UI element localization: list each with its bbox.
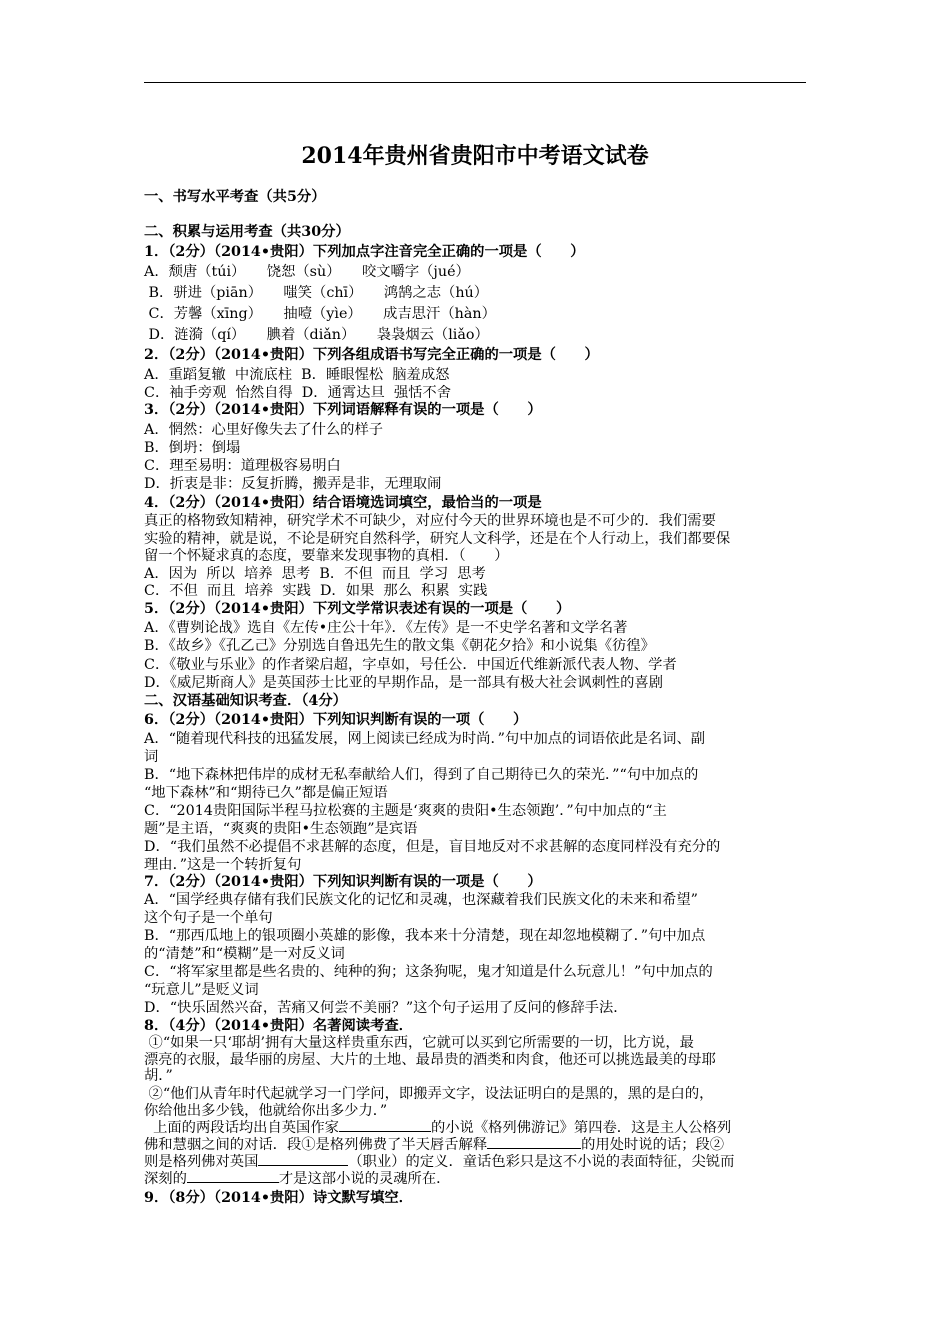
q4-passage-line: 实验的精神，就是说，不论是研究自然科学，研究人文科学，还是在个人行动上，我们都要保 (144, 531, 731, 547)
q7-option-d: D．“快乐固然兴奋，苦痛又何尝不美丽？”这个句子运用了反问的修辞手法． (144, 1000, 628, 1016)
q8-quote-line: ②“他们从青年时代起就学习一门学问，即搬弄文字，设法证明白的是黑的，黑的是白的， (144, 1086, 714, 1102)
profession-blank[interactable] (258, 1152, 348, 1166)
header-rule (144, 82, 806, 83)
q8-text: 的小说《格列佛游记》第四卷．这是主人公格列 (430, 1120, 732, 1136)
q8-quote-line: 胡．” (144, 1068, 173, 1084)
section-writing-heading: 一、书写水平考查（共5分） (144, 189, 326, 205)
q9-stem: 9．（8分）（2014•贵阳）诗文默写填空． (144, 1190, 413, 1206)
q7-option-c: C．“将军家里都是些名贵的、纯种的狗；这条狗呢，鬼才知道是什么玩意儿！”句中加点的 (144, 964, 713, 980)
q8-quote-line: 你给他出多少钱，他就给你出多少力．” (144, 1103, 388, 1119)
q7-option-a-cont: 这个句子是一个单句 (144, 910, 273, 926)
q8-text: 深刻的 (144, 1171, 187, 1187)
q6-stem: 6．（2分）（2014•贵阳）下列知识判断有误的一项（ ） (144, 712, 528, 728)
section-chinese-basics-heading: 二、汉语基础知识考查．（4分） (144, 693, 347, 709)
q6-option-b-cont: “地下森林”和“期待已久”都是偏正短语 (144, 785, 388, 801)
q6-option-a-cont: 词 (144, 749, 159, 765)
q4-stem: 4．（2分）（2014•贵阳）结合语境选词填空，最恰当的一项是 (144, 495, 542, 511)
q8-text: （职业）的定义．童话色彩只是这不小说的表面特征，尖锐而 (348, 1154, 735, 1170)
q8-quote-line: 漂亮的衣服，最华丽的房屋、大片的土地、最昂贵的酒类和肉食，他还可以挑选最美的母耶 (144, 1052, 716, 1068)
q4-options-ab: A．因为 所以 培养 思考 B．不但 而且 学习 思考 (144, 566, 486, 582)
q7-option-b-cont: 的“清楚”和“模糊”是一对反义词 (144, 946, 345, 962)
q2-options-ab: A．重蹈复辙 中流底柱 B．睡眼惺松 脑羞成怒 (144, 367, 450, 383)
q3-option-a: A．惘然：心里好像失去了什么的样子 (144, 422, 384, 438)
q1-option-b: B．骈进（piān） 嗤笑（chī） 鸿鹄之志（hú） (144, 285, 489, 301)
q1-option-d: D．涟漪（qí） 腆着（diǎn） 袅袅烟云（liǎo） (144, 327, 489, 343)
q3-option-c: C．理至易明：道理极容易明白 (144, 458, 341, 474)
q6-option-b: B．“地下森林把伟岸的成材无私奉献给人们，得到了自己期待已久的荣光．”“句中加点的 (144, 767, 699, 783)
q6-option-d-cont: 理由．”这是一个转折复句 (144, 857, 302, 873)
q4-passage-line: 留一个怀疑求真的态度，要靠来发现事物的真相．（ ） (144, 548, 509, 564)
author-blank[interactable] (339, 1118, 431, 1132)
soul-blank[interactable] (187, 1169, 279, 1183)
q5-stem: 5．（2分）（2014•贵阳）下列文学常识表述有误的一项是（ ） (144, 601, 571, 617)
q3-option-d: D．折衷是非：反复折腾，搬弄是非，无理取闹 (144, 476, 442, 492)
q1-option-a: A．颓唐（túi） 饶恕（sù） 咬文嚼字（jué） (144, 264, 470, 280)
q8-quote-line: ①“如果一只‘耶胡’拥有大量这样贵重东西，它就可以买到它所需要的一切，比方说，最 (144, 1035, 694, 1051)
q5-option-a: A．《曹刿论战》选自《左传•庄公十年》．《左传》是一不史学名著和文学名著 (144, 620, 628, 636)
q7-option-a: A．“国学经典存储有我们民族文化的记忆和灵魂，也深藏着我们民族文化的未来和希望” (144, 892, 698, 908)
q8-text: 上面的两段话均出自英国作家 (144, 1120, 339, 1136)
q2-options-cd: C．袖手旁观 怡然自得 D．通霄达旦 强恬不舍 (144, 385, 452, 401)
section-accumulation-heading: 二、积累与运用考查（共30分） (144, 224, 350, 240)
page-title: 2014年贵州省贵阳市中考语文试卷 (301, 143, 649, 169)
q7-option-c-cont: “玩意儿”是贬义词 (144, 982, 259, 998)
q7-option-b: B．“那西瓜地上的银项圈小英雄的影像，我本来十分清楚，现在却忽地模糊了．”句中加点 (144, 928, 706, 944)
q3-option-b: B．倒坍：倒塌 (144, 440, 241, 456)
q1-stem: 1．（2分）（2014•贵阳）下列加点字注音完全正确的一项是（ ） (144, 244, 585, 260)
q4-passage-line: 真正的格物致知精神，研究学术不可缺少，对应付今天的世界环境也是不可少的．我们需要 (144, 513, 716, 529)
q5-option-c: C．《敬业与乐业》的作者梁启超，字卓如，号任公．中国近代维新派代表人物、学者 (144, 657, 677, 673)
q8-text: 佛和慧骃之间的对话．段①是格列佛费了半天唇舌解释 (144, 1137, 488, 1153)
q7-stem: 7．（2分）（2014•贵阳）下列知识判断有误的一项是（ ） (144, 874, 542, 890)
q6-option-c: C．“2014贵阳国际半程马拉松赛的主题是‘爽爽的贵阳•生态领跑’．”句中加点的“主 (144, 803, 667, 819)
q2-stem: 2．（2分）（2014•贵阳）下列各组成语书写完全正确的一项是（ ） (144, 347, 599, 363)
q8-fill-line (144, 1169, 450, 1189)
q8-text: 才是这部小说的灵魂所在． (278, 1171, 451, 1187)
q5-option-b: B．《故乡》《孔乙己》分别选自鲁迅先生的散文集《朝花夕拾》和小说集《彷徨》 (144, 638, 655, 654)
q8-text: 则是格列佛对英国 (144, 1154, 259, 1170)
q5-option-d: D．《威尼斯商人》是英国莎士比亚的早期作品，是一部具有极大社会讽刺性的喜剧 (144, 675, 663, 691)
q3-stem: 3．（2分）（2014•贵阳）下列词语解释有误的一项是（ ） (144, 402, 542, 418)
q8-stem: 8．（4分）（2014•贵阳）名著阅读考查． (144, 1018, 413, 1034)
q4-options-cd: C．不但 而且 培养 实践 D．如果 那么 积累 实践 (144, 583, 488, 599)
q1-option-c: C．芳馨（xīng） 抽噎（yìe） 成吉思汗（hàn） (144, 306, 496, 322)
q6-option-a: A．“随着现代科技的迅猛发展，网上阅读已经成为时尚．”句中加点的词语依此是名词、副 (144, 731, 706, 747)
explanation-blank[interactable] (487, 1135, 581, 1149)
q6-option-c-cont: 题”是主语，“爽爽的贵阳•生态领跑”是宾语 (144, 821, 418, 837)
q6-option-d: D．“我们虽然不必提倡不求甚解的态度，但是，盲目地反对不求甚解的态度同样没有充分的 (144, 839, 721, 855)
q8-text: 的用处时说的话；段② (581, 1137, 725, 1153)
